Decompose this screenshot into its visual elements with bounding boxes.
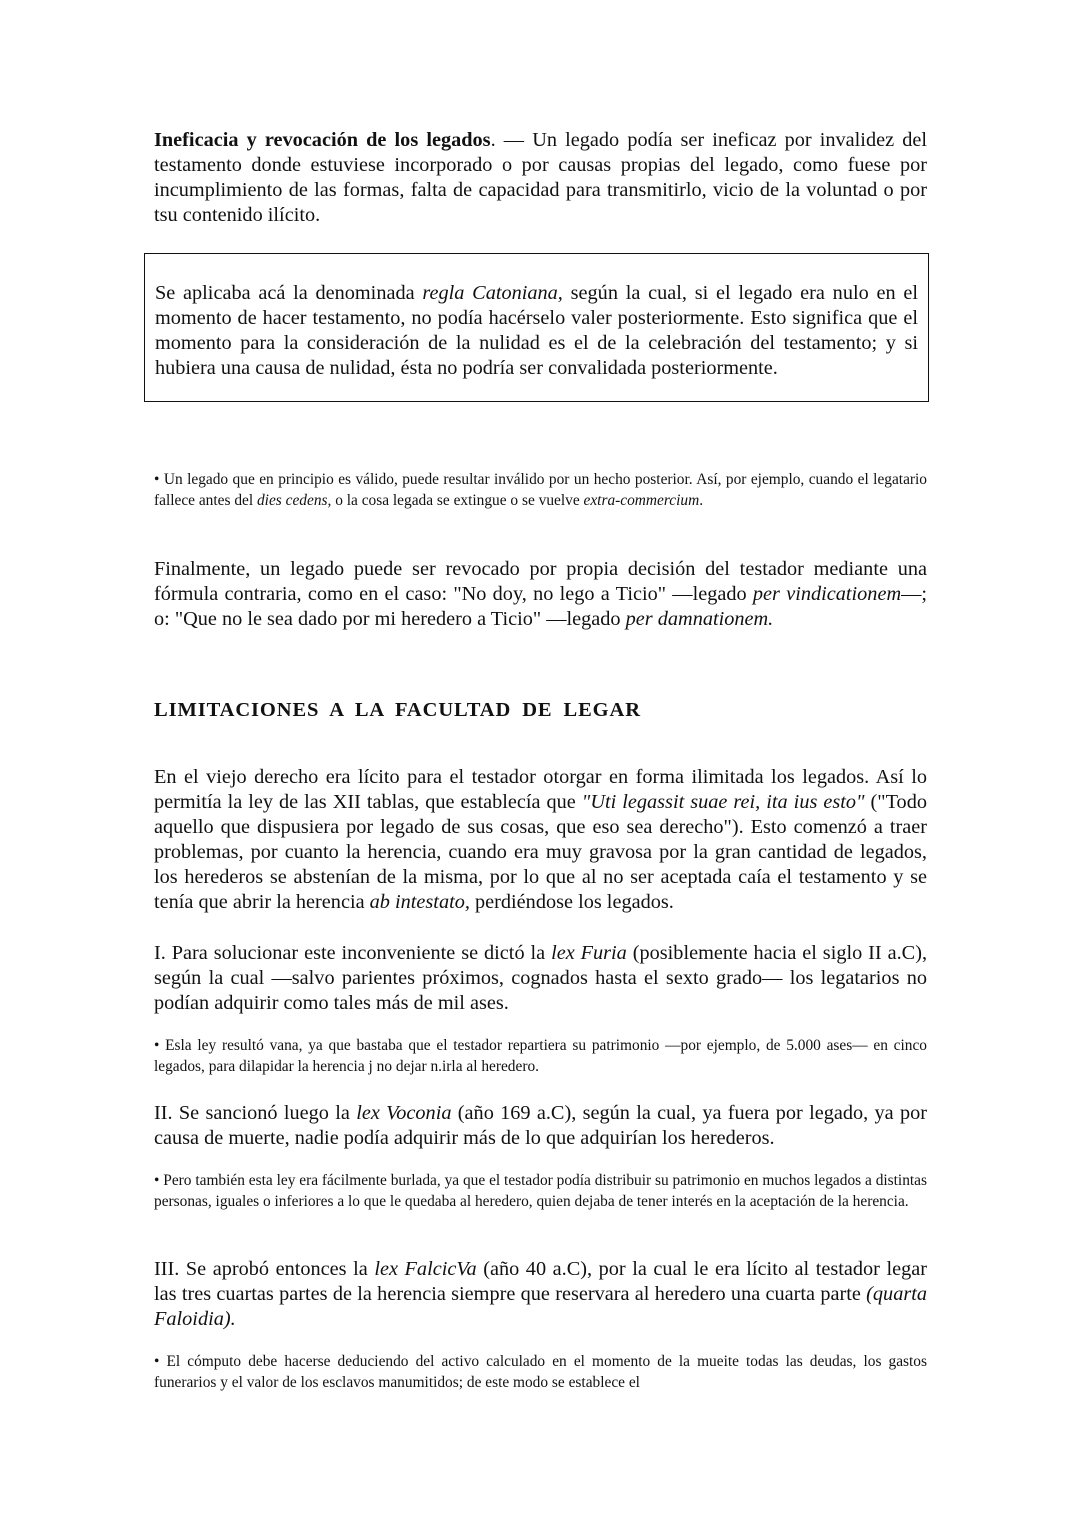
- footnote-lex-furia: • Esla ley resultó vana, ya que bastaba que el testador repartiera su patrimonio —por ejemplo, de 5.000 ases— en cinco legados, para dilapidar la herencia j no dejar n.irla al heredero.: [154, 1037, 927, 1075]
- footnote-invalidez: • Un legado que en principio es válido, puede resultar inválido por un hecho posterior. Así, por ejemplo, cuando el legatario fallece antes del dies cedens, o la cosa legada se extingue o se vuelve extra-commercium.: [154, 471, 927, 509]
- paragraph-lex-falcidia: III. Se aprobó entonces la lex FalcicVa (año 40 a.C), por la cual le era lícito al testador legar las tres cuartas partes de la herencia siempre que reservara al heredero una cuarta parte (quarta Faloidia).: [154, 1258, 928, 1330]
- paragraph-lex-voconia: II. Se sancionó luego la lex Voconia (año 169 a.C), según la cual, ya fuera por legado, ya por causa de muerte, nadie podía adquirir más de lo que adquirían los herederos.: [154, 1102, 927, 1149]
- italic-term: lex Voconia: [356, 1102, 452, 1124]
- section-heading-limitaciones: LIMITACIONES A LA FACULTAD DE LEGAR: [154, 699, 641, 721]
- italic-term: lex FalcicVa: [374, 1258, 477, 1280]
- footnote-computo: • El cómputo debe hacerse deduciendo del activo calculado en el momento de la mueite todas las deudas, los gastos funerarios y el valor de los esclavos manumitidos; de este modo se establece el: [154, 1353, 927, 1391]
- paragraph-revocacion: Finalmente, un legado puede ser revocado por propia decisión del testador mediante una fórmula contraria, como en el caso: "No doy, no lego a Ticio" —legado per vindicationem—; o: "Que no le sea dado por mi heredero a Ticio" —legado per damnationem.: [154, 558, 928, 630]
- italic-term: per damnationem.: [625, 608, 774, 630]
- italic-quote: "Uti legassit suae rei, ita ius esto": [581, 791, 865, 813]
- paragraph-lex-furia: I. Para solucionar este inconveniente se dictó la lex Furia (posiblemente hacia el siglo II a.C), según la cual —salvo parientes próximos, cognados hasta el sexto grado— los legatarios no podían adquirir como tales más de mil ases.: [154, 942, 928, 1014]
- italic-term: (quarta Faloidia).: [154, 1283, 927, 1330]
- section-title-ineficacia: Ineficacia y revocación de los legados: [154, 129, 491, 151]
- italic-term: regla Catoniana,: [422, 282, 563, 304]
- boxed-paragraph: Se aplicaba acá la denominada regla Catoniana, según la cual, si el legado era nulo en el momento de hacer testamento, no podía hacérselo valer posteriormente. Esto significa que el momento para la consideración de la nulidad es el de la celebración del testamento; y si hubiera una causa de nulidad, ésta no podría ser convalidada posteriormente.: [155, 282, 919, 379]
- regla-catoniana-box: [144, 253, 929, 402]
- paragraph-text: . — Un legado podía ser ineficaz por invalidez del testamento donde estuviese incorporado o por causas propias del legado, como fuese por incumplimiento de las formas, falta de capacidad para transmitirlo, vicio de la voluntad o por tsu contenido ilícito.: [154, 129, 927, 226]
- paragraph-ineficacia: [154, 128, 927, 228]
- italic-term: ab intestato,: [369, 891, 470, 913]
- italic-term: lex Furia: [551, 942, 627, 964]
- paragraph-viejo-derecho: En el viejo derecho era lícito para el testador otorgar en forma ilimitada los legados. Así lo permitía la ley de las XII tablas, que establecía que "Uti legassit suae rei, ita ius esto" ("Todo aquello que dispusiera por legado de sus cosas, que eso sea derecho"). Esto comenzó a traer problemas, por cuanto la herencia, cuando era muy gravosa por la gran cantidad de legados, los herederos se abstenían de la misma, por lo que al no ser aceptada caía el testamento y se tenía que abrir la herencia ab intestato, perdiéndose los legados.: [154, 766, 927, 913]
- italic-term: per vindicationem: [752, 583, 902, 605]
- italic-term: extra-commercium: [583, 492, 700, 509]
- italic-term: dies cedens,: [256, 492, 332, 509]
- footnote-lex-voconia: • Pero también esta ley era fácilmente burlada, ya que el testador podía distribuir su patrimonio en muchos legados a distintas personas, iguales o inferiores a lo que le quedaba al heredero, quien dejaba de tener interés en la aceptación de la herencia.: [154, 1172, 927, 1210]
